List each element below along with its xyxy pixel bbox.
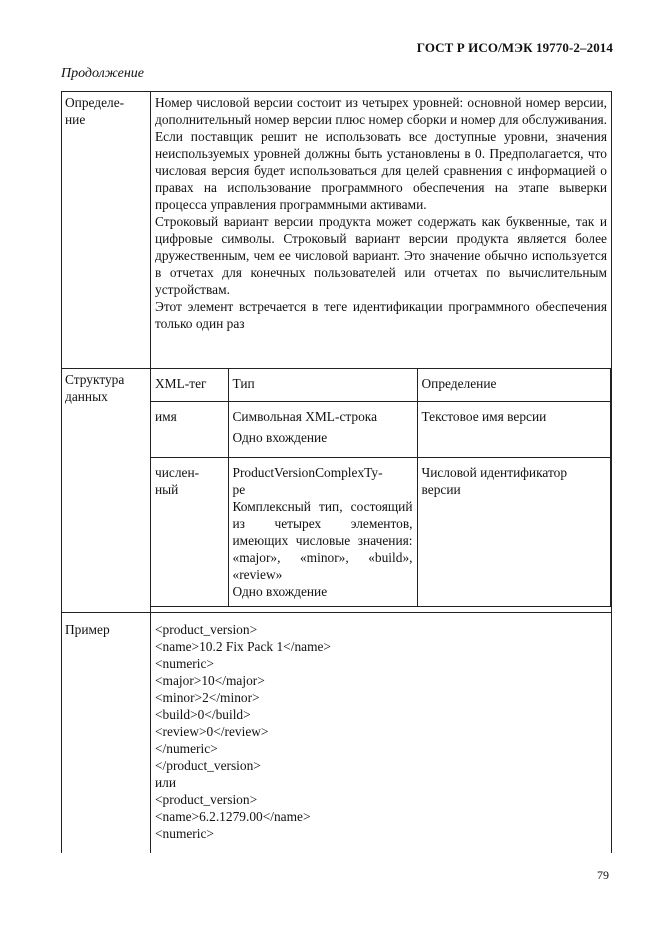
table-row (151, 457, 611, 606)
page-number: 79 (597, 868, 609, 882)
code-line: <minor>2</minor> (155, 690, 260, 705)
example-row (62, 613, 612, 854)
definition-paragraph: Номер числовой версии состоит из четырех уровней: основной номер версии, дополнительный номер версии плюс номер сборки и номер для обслуживания. Если поставщик решит не использовать все доступные уровни, значения неиспользуемых уровней должны быть установлены в 0. Предполагается, что числовая версия будет использоваться для целей сравнения с информацией о правах на использование программного обеспечения на этапе выверки процесса управления программными активами. (155, 95, 607, 212)
column-header: XML-тег (151, 369, 228, 401)
type-cell (228, 457, 417, 606)
definition-paragraph: Строковый вариант версии продукта может содержать как буквенные, так и цифровые символы. Строковый вариант версии продукта является более дружественным, чем ее числовой вариант. Это значение обычно используется в отчетах для конечных пользователей или отчетах по вычислительным устройствам. (155, 214, 607, 297)
code-line: <name>6.2.1279.00</name> (155, 809, 311, 824)
structure-label: Структура данных (62, 369, 151, 613)
definition-text (151, 92, 612, 369)
type-occurrence: Одно вхождение (232, 583, 328, 599)
structure-table (151, 369, 611, 607)
definition-row (62, 92, 612, 369)
definition-label: Определе- ние (62, 92, 151, 369)
code-line: <product_version> (155, 622, 258, 637)
structure-row (62, 369, 612, 613)
code-line: <major>10</major> (155, 673, 265, 688)
code-line: <numeric> (155, 656, 214, 671)
type-name: ProductVersionComplexTy- pe (232, 464, 383, 497)
spec-table (61, 91, 612, 853)
code-line: <numeric> (155, 826, 214, 841)
definition-cell: Текстовое имя версии (417, 401, 611, 457)
type-name: Символьная XML-строка (232, 408, 378, 424)
code-line: </product_version> (155, 758, 261, 773)
type-occurrence: Одно вхождение (232, 429, 328, 445)
structure-cell (151, 369, 612, 613)
example-code (151, 613, 612, 854)
standard-header: ГОСТ Р ИСО/МЭК 19770-2–2014 (416, 40, 613, 55)
continuation-label: Продолжение (61, 66, 144, 81)
xml-tag-cell: имя (151, 401, 228, 457)
xml-tag-cell: числен- ный (151, 457, 228, 606)
definition-cell: Числовой идентификатор версии (417, 457, 611, 606)
code-line: </numeric> (155, 741, 218, 756)
code-line: <name>10.2 Fix Pack 1</name> (155, 639, 331, 654)
example-label: Пример (62, 613, 151, 854)
type-cell (228, 401, 417, 457)
table-row (151, 401, 611, 457)
definition-paragraph: Этот элемент встречается в теге идентификации программного обеспечения только один раз (155, 299, 607, 331)
type-description: Комплексный тип, состоящий из четырех элементов, имеющих числовые значения: «major», «minor», «build», «review» (232, 498, 413, 582)
code-line: или (155, 775, 177, 790)
code-line: <build>0</build> (155, 707, 251, 722)
code-line: <review>0</review> (155, 724, 269, 739)
structure-header-row (151, 369, 611, 401)
code-line: <product_version> (155, 792, 258, 807)
column-header: Тип (228, 369, 417, 401)
column-header: Определение (417, 369, 611, 401)
